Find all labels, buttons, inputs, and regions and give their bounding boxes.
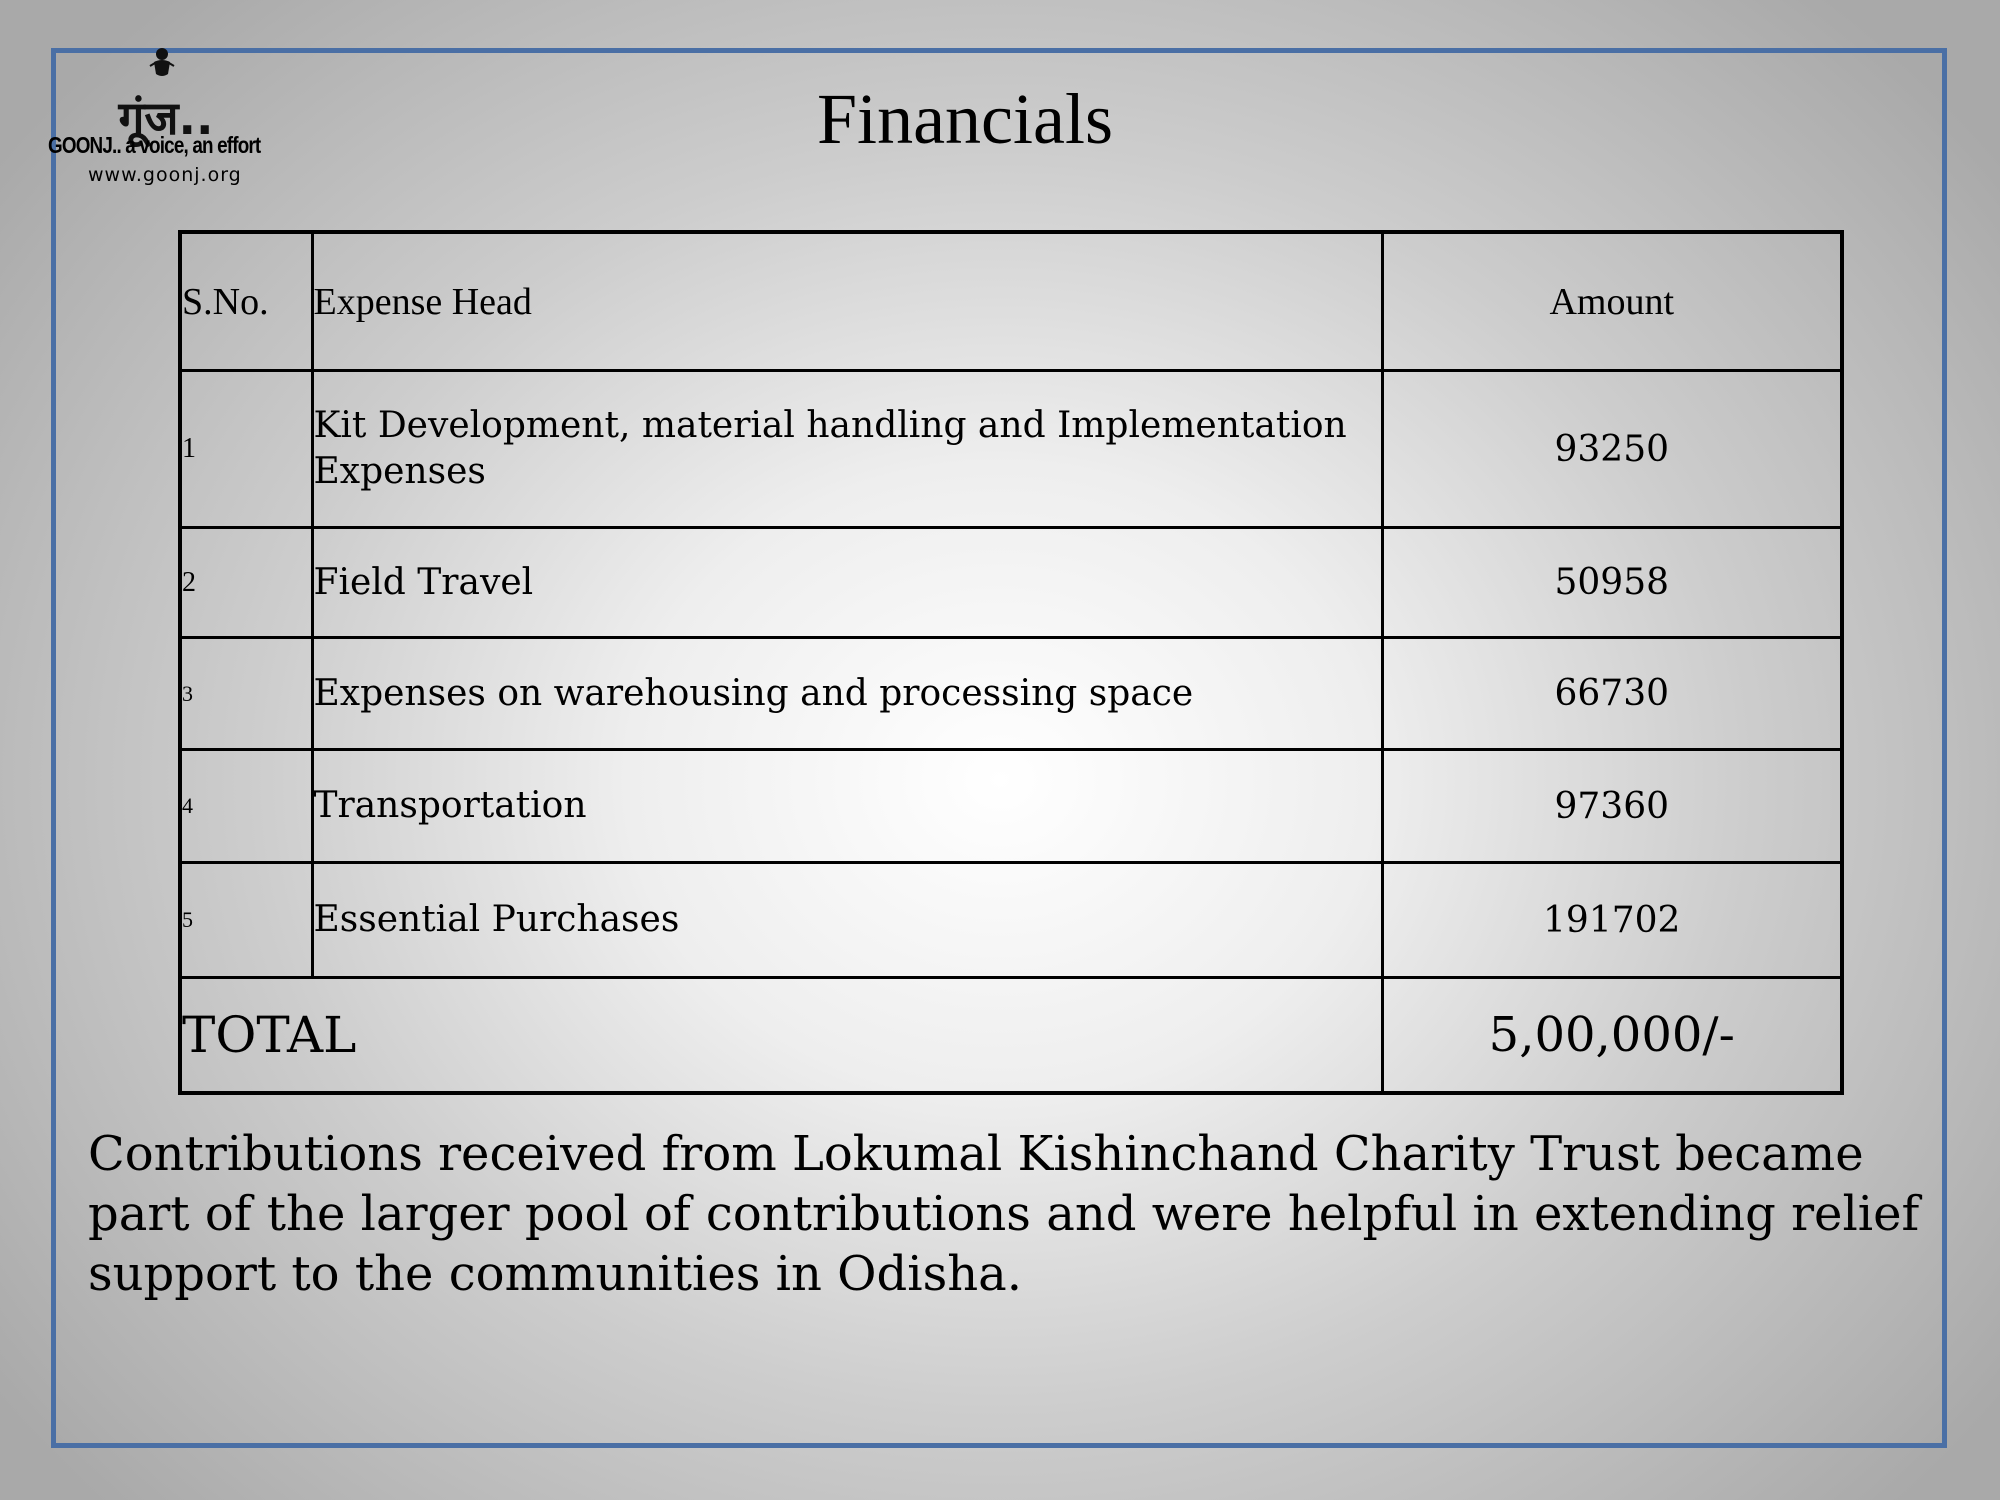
row-sno: 3 — [180, 638, 312, 750]
total-label: TOTAL — [180, 978, 1382, 1094]
row-amount: 191702 — [1382, 863, 1842, 978]
row-amount: 66730 — [1382, 638, 1842, 750]
page-title: Financials — [817, 79, 1113, 159]
row-sno: 4 — [180, 750, 312, 863]
logo-url: www.goonj.org — [88, 164, 242, 186]
row-amount: 97360 — [1382, 750, 1842, 863]
contributions-note: Contributions received from Lokumal Kishinchand Charity Trust became part of the larger pool of contributions and were helpful in extending relief support to the communities in Odisha. — [88, 1126, 1920, 1302]
header-sno: S.No. — [180, 232, 312, 371]
row-expense-head: Field Travel — [312, 528, 1382, 638]
header-amount: Amount — [1382, 232, 1842, 371]
logo-tagline: GOONJ.. a voice, an effort — [48, 132, 261, 158]
table-header-row — [180, 232, 1842, 371]
row-expense-head: Expenses on warehousing and processing space — [312, 638, 1382, 750]
row-expense-head: Essential Purchases — [312, 863, 1382, 978]
row-amount: 93250 — [1382, 371, 1842, 528]
header-expense-head: Expense Head — [312, 232, 1382, 371]
row-expense-head: Kit Development, material handling and Implementation Expenses — [312, 371, 1382, 528]
table-row — [180, 528, 1842, 638]
table-row — [180, 371, 1842, 528]
table-row — [180, 750, 1842, 863]
logo-script-text: गूंज.. — [118, 91, 214, 145]
row-sno: 1 — [180, 371, 312, 528]
table-row — [180, 638, 1842, 750]
total-amount: 5,00,000/- — [1382, 978, 1842, 1094]
financials-table — [178, 230, 1844, 1095]
total-row — [180, 978, 1842, 1094]
row-amount: 50958 — [1382, 528, 1842, 638]
row-sno: 5 — [180, 863, 312, 978]
table-row — [180, 863, 1842, 978]
row-sno: 2 — [180, 528, 312, 638]
row-expense-head: Transportation — [312, 750, 1382, 863]
